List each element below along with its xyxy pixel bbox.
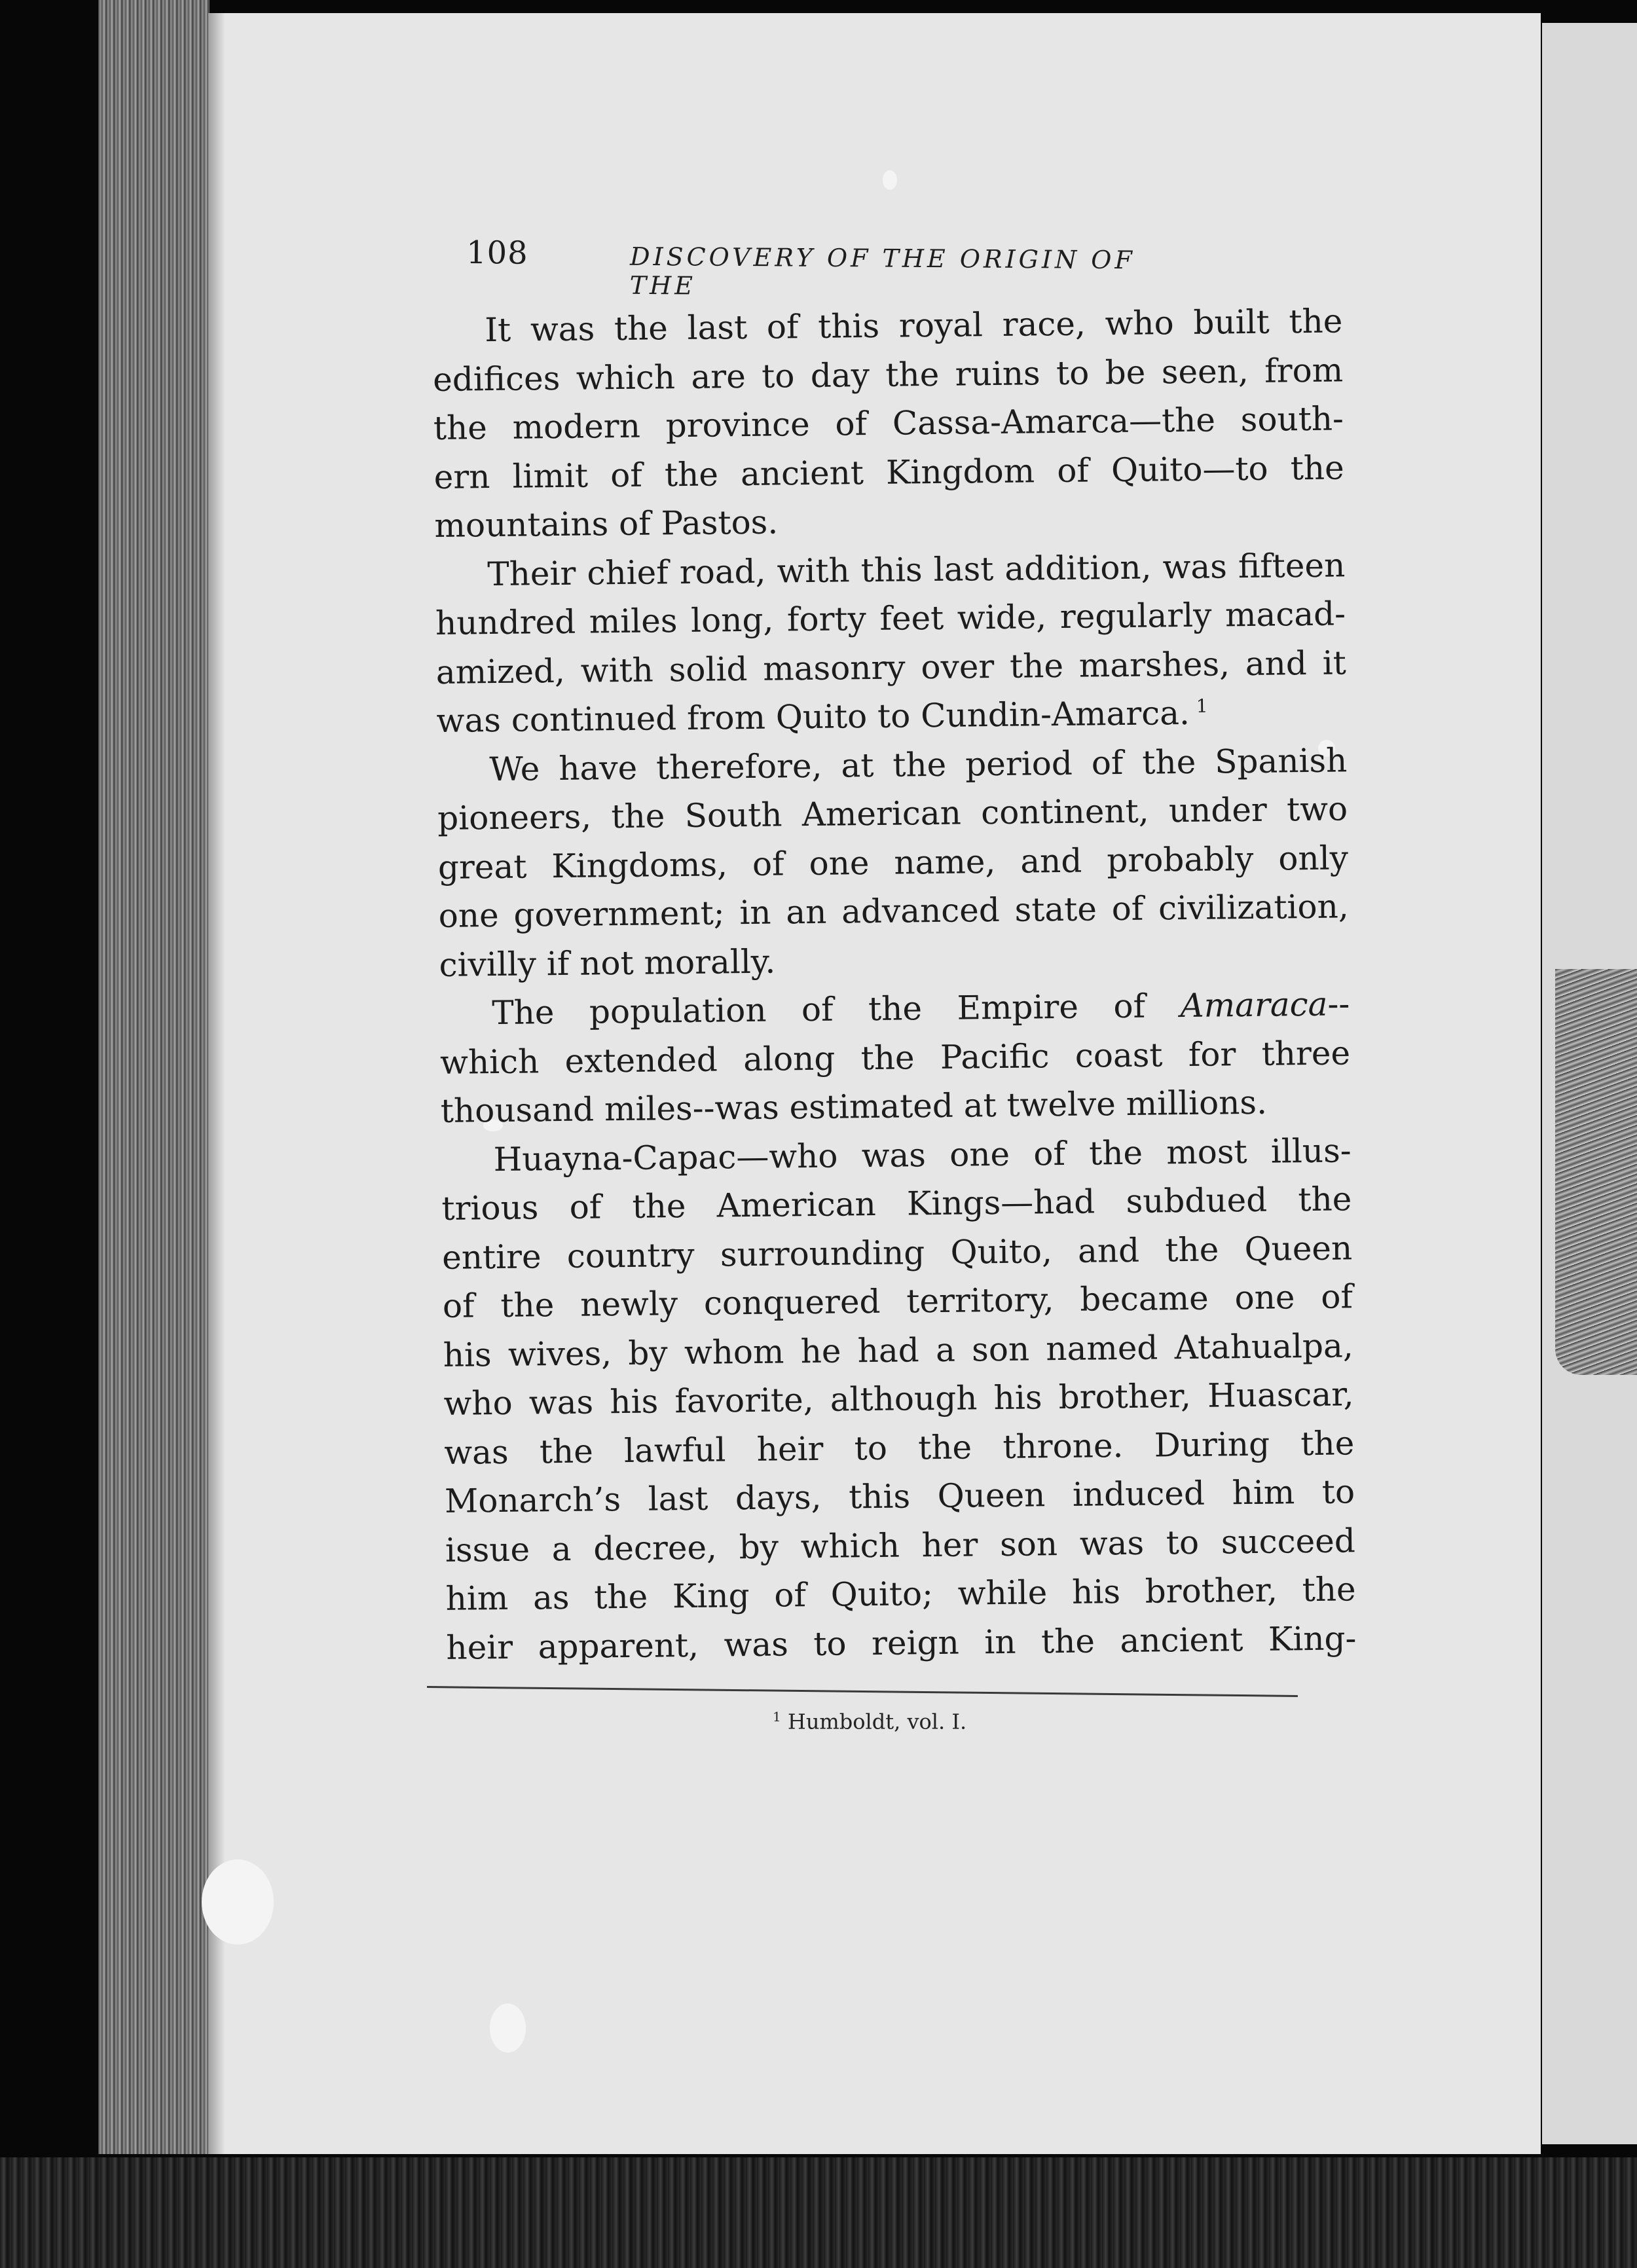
text-line: amized, with solid masonry over the marshes, and it [435,643,1347,691]
text-line: pioneers, the South American continent, under two [437,790,1348,837]
text-line: great Kingdoms, of one name, and probably only [437,838,1349,887]
dust-speck [883,170,897,190]
text-line: Their chief road, with this last addition, was fifteen [487,545,1346,593]
text-line: mountains of Pastos. [434,503,779,545]
text-line-content: The population of the Empire of [492,987,1181,1033]
text-line: Monarch’s last days, this Queen induced him to [444,1472,1355,1520]
dust-speck [490,2003,526,2053]
text-line: trious of the American Kings—had subdued the [441,1180,1352,1228]
footnote-reference: 1 [1196,695,1208,718]
scan-bottom-edge [0,2157,1637,2268]
text-line: his wives, by whom he had a son named Atahualpa, [443,1326,1353,1374]
text-line: the modern province of Cassa-Amarca—the south- [433,399,1344,447]
text-line: ern limit of the ancient Kingdom of Quito—to the [433,448,1344,496]
text-line: one government; in an advanced state of civilization, [438,887,1349,935]
text-line: We have therefore, at the period of the Spanish [489,741,1348,788]
text-line: hundred miles long, forty feet wide, regularly macad- [435,594,1346,642]
dust-speck [202,1859,274,1945]
footnote-marker: 1 [773,1709,781,1725]
running-head [466,234,1207,301]
text-line: him as the King of Quito; while his brother, the [445,1570,1356,1618]
dash: -- [1327,985,1350,1023]
text-line: thousand miles--was estimated at twelve millions. [440,1083,1268,1130]
text-line: who was his favorite, although his brother, Huascar, [443,1375,1354,1423]
text-line: of the newly conquered territory, became one of [442,1277,1353,1325]
text-line: heir apparent, was to reign in the ancient King- [446,1619,1357,1667]
facing-page-engraving [1555,969,1637,1375]
footnote [773,1709,966,1734]
running-title: DISCOVERY OF THE ORIGIN OF THE [629,242,1135,301]
text-line: edifices which are to day the ruins to be seen, from [432,350,1344,399]
text-line: was the lawful heir to the throne. During the [444,1423,1355,1472]
text-line: civilly if not morally. [439,942,776,984]
text-line: Huayna-Capac—who was one of the most illus- [493,1131,1352,1179]
italic-term: Amaraca [1180,985,1328,1025]
text-line: issue a decree, by which her son was to succeed [445,1521,1356,1569]
body-text [432,297,1357,1672]
page-number: 108 [466,234,528,272]
text-line-content: was continued from Quito to Cundin-Amarca. [436,693,1190,740]
book-page-edges [98,0,210,2154]
text-line: which extended along the Pacific coast for three [439,1033,1351,1082]
text-line [439,979,1350,1038]
gutter-shadow [208,13,225,2154]
text-line: entire country surrounding Quito, and the Queen [441,1228,1353,1277]
text-line: It was the last of this royal race, who built the [485,302,1343,350]
footnote-text: Humboldt, vol. I. [787,1709,967,1734]
